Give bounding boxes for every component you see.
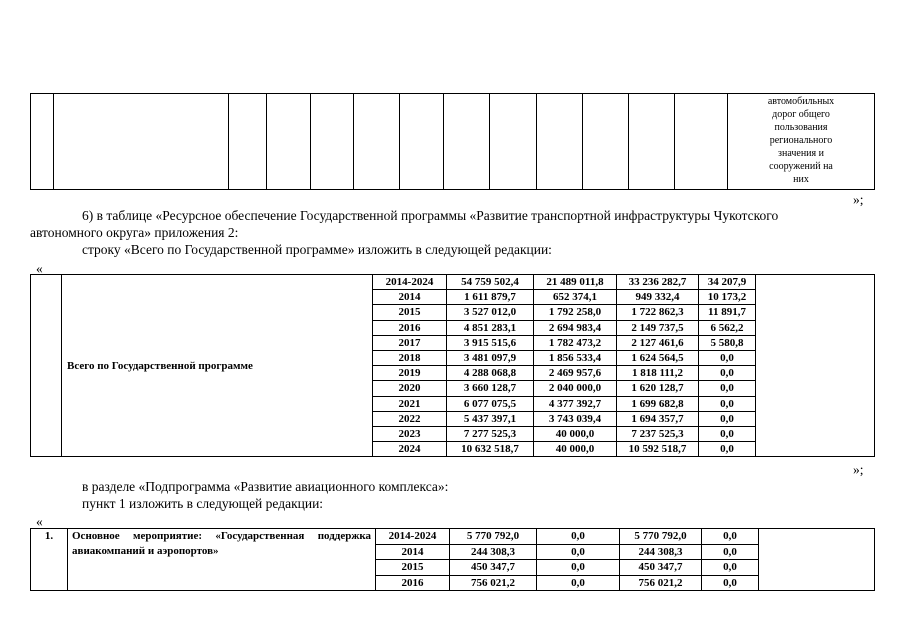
period-cell: 2014 xyxy=(376,544,450,560)
value-cell: 2 694 983,4 xyxy=(534,320,617,335)
total-cell: 244 308,3 xyxy=(450,544,537,560)
value-cell: 0,0 xyxy=(537,560,620,576)
value-cell: 0,0 xyxy=(699,396,756,411)
value-cell: 756 021,2 xyxy=(620,575,702,591)
total-cell: 4 851 283,1 xyxy=(447,320,534,335)
total-cell: 6 077 075,5 xyxy=(447,396,534,411)
period-cell: 2023 xyxy=(373,426,447,441)
paragraph-b-line2: автономного округа» приложения 2: xyxy=(30,225,239,240)
value-cell: 40 000,0 xyxy=(534,426,617,441)
value-cell: 0,0 xyxy=(702,575,759,591)
value-cell: 1 694 357,7 xyxy=(617,411,699,426)
value-cell: 0,0 xyxy=(702,529,759,545)
close-quote: »; xyxy=(853,192,864,207)
value-cell: 652 374,1 xyxy=(534,290,617,305)
cell xyxy=(311,94,354,190)
note-cell xyxy=(728,94,875,190)
total-cell: 1 611 879,7 xyxy=(447,290,534,305)
total-cell: 3 660 128,7 xyxy=(447,381,534,396)
value-cell: 21 489 011,8 xyxy=(534,275,617,290)
value-cell: 1 792 258,0 xyxy=(534,305,617,320)
value-cell: 5 770 792,0 xyxy=(620,529,702,545)
period-cell: 2018 xyxy=(373,350,447,365)
empty-cell xyxy=(756,275,875,457)
open-quote: « xyxy=(36,514,43,529)
value-cell: 40 000,0 xyxy=(534,442,617,457)
empty-cell xyxy=(759,529,875,591)
value-cell: 0,0 xyxy=(702,560,759,576)
note-line: дорог общего xyxy=(772,109,830,120)
period-cell: 2021 xyxy=(373,396,447,411)
value-cell: 2 469 957,6 xyxy=(534,366,617,381)
row-label: Основное мероприятие: «Государственная поддержка авиакомпаний и аэропортов» xyxy=(68,529,376,591)
value-cell: 0,0 xyxy=(699,426,756,441)
paragraph-b-line1: 6) в таблице «Ресурсное обеспечение Государственной программы «Развитие транспортной инфраструктуры Чукотского xyxy=(82,208,779,223)
period-cell: 2016 xyxy=(376,575,450,591)
note-line: сооружений на xyxy=(769,161,833,172)
value-cell: 244 308,3 xyxy=(620,544,702,560)
value-cell: 2 040 000,0 xyxy=(534,381,617,396)
value-cell: 2 149 737,5 xyxy=(617,320,699,335)
period-cell: 2019 xyxy=(373,366,447,381)
value-cell: 1 624 564,5 xyxy=(617,350,699,365)
value-cell: 0,0 xyxy=(699,442,756,457)
note-line: пользования xyxy=(774,122,828,133)
aviation-table xyxy=(30,528,875,591)
open-quote: « xyxy=(36,261,43,276)
paragraph-item: пункт 1 изложить в следующей редакции: xyxy=(82,496,324,511)
note-line: них xyxy=(793,174,809,185)
cell xyxy=(490,94,537,190)
total-cell: 756 021,2 xyxy=(450,575,537,591)
period-cell: 2014 xyxy=(373,290,447,305)
value-cell: 0,0 xyxy=(699,381,756,396)
cell xyxy=(400,94,444,190)
value-cell: 0,0 xyxy=(702,544,759,560)
value-cell: 1 620 128,7 xyxy=(617,381,699,396)
cell xyxy=(267,94,311,190)
total-cell: 7 277 525,3 xyxy=(447,426,534,441)
note-line: регионального xyxy=(769,135,833,146)
value-cell: 0,0 xyxy=(699,366,756,381)
total-cell: 10 632 518,7 xyxy=(447,442,534,457)
value-cell: 1 782 473,2 xyxy=(534,335,617,350)
value-cell: 949 332,4 xyxy=(617,290,699,305)
total-cell: 3 915 515,6 xyxy=(447,335,534,350)
period-cell: 2022 xyxy=(373,411,447,426)
value-cell: 0,0 xyxy=(537,544,620,560)
value-cell: 1 856 533,4 xyxy=(534,350,617,365)
value-cell: 10 592 518,7 xyxy=(617,442,699,457)
cell xyxy=(537,94,583,190)
value-cell: 450 347,7 xyxy=(620,560,702,576)
cell xyxy=(31,94,54,190)
cell xyxy=(583,94,629,190)
row-label: Всего по Государственной программе xyxy=(62,275,373,457)
total-cell: 4 288 068,8 xyxy=(447,366,534,381)
value-cell: 0,0 xyxy=(699,411,756,426)
value-cell: 4 377 392,7 xyxy=(534,396,617,411)
value-cell: 6 562,2 xyxy=(699,320,756,335)
close-quote: »; xyxy=(853,462,864,477)
period-cell: 2024 xyxy=(373,442,447,457)
item-number: 1. xyxy=(31,529,68,591)
cell xyxy=(444,94,490,190)
value-cell: 2 127 461,6 xyxy=(617,335,699,350)
top-table-fragment xyxy=(30,93,875,190)
total-cell: 5 437 397,1 xyxy=(447,411,534,426)
value-cell: 0,0 xyxy=(699,350,756,365)
total-cell: 3 481 097,9 xyxy=(447,350,534,365)
paragraph-row: строку «Всего по Государственной программе» изложить в следующей редакции: xyxy=(82,242,552,257)
value-cell: 0,0 xyxy=(537,529,620,545)
total-table xyxy=(30,274,875,457)
period-cell: 2017 xyxy=(373,335,447,350)
value-cell: 1 699 682,8 xyxy=(617,396,699,411)
cell xyxy=(354,94,400,190)
cell xyxy=(54,94,229,190)
value-cell: 1 818 111,2 xyxy=(617,366,699,381)
note-line: значения и xyxy=(778,148,824,159)
value-cell: 10 173,2 xyxy=(699,290,756,305)
cell xyxy=(675,94,728,190)
period-cell: 2015 xyxy=(373,305,447,320)
period-cell: 2020 xyxy=(373,381,447,396)
note-line: автомобильных xyxy=(767,96,835,107)
paragraph-section: в разделе «Подпрограмма «Развитие авиационного комплекса»: xyxy=(82,479,449,494)
period-cell: 2016 xyxy=(373,320,447,335)
value-cell: 33 236 282,7 xyxy=(617,275,699,290)
total-cell: 3 527 012,0 xyxy=(447,305,534,320)
total-cell: 54 759 502,4 xyxy=(447,275,534,290)
value-cell: 0,0 xyxy=(537,575,620,591)
period-cell: 2014-2024 xyxy=(376,529,450,545)
value-cell: 7 237 525,3 xyxy=(617,426,699,441)
total-cell: 5 770 792,0 xyxy=(450,529,537,545)
period-cell: 2014-2024 xyxy=(373,275,447,290)
total-cell: 450 347,7 xyxy=(450,560,537,576)
value-cell: 3 743 039,4 xyxy=(534,411,617,426)
value-cell: 5 580,8 xyxy=(699,335,756,350)
cell xyxy=(229,94,267,190)
value-cell: 34 207,9 xyxy=(699,275,756,290)
value-cell: 11 891,7 xyxy=(699,305,756,320)
period-cell: 2015 xyxy=(376,560,450,576)
num-cell xyxy=(31,275,62,457)
cell xyxy=(629,94,675,190)
value-cell: 1 722 862,3 xyxy=(617,305,699,320)
